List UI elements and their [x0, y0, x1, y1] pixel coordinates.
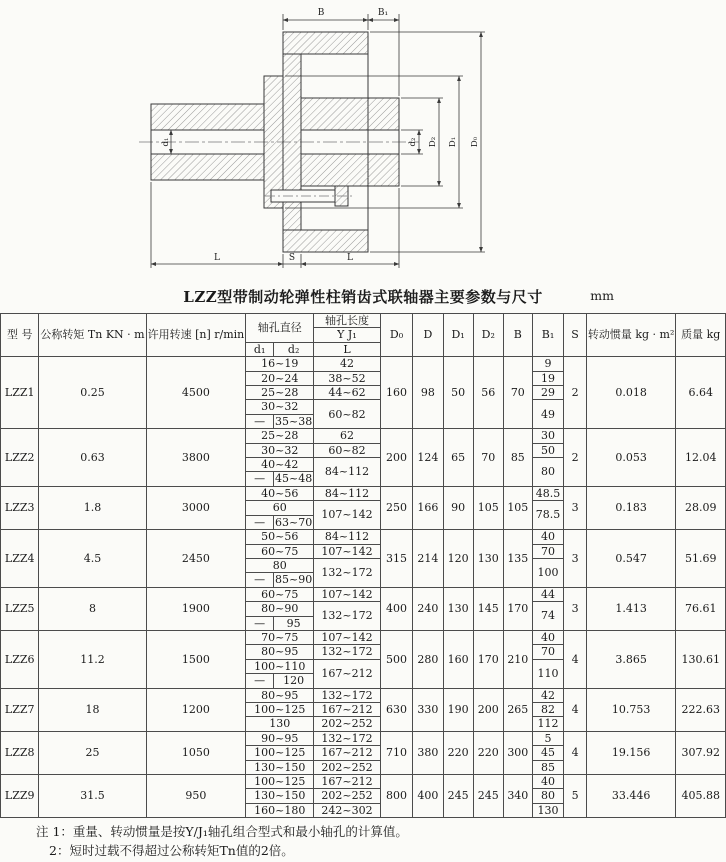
- length-cell: 60~82: [314, 443, 380, 457]
- length-cell: 132~172: [314, 688, 380, 702]
- length-cell: 132~172: [314, 602, 380, 631]
- dim-label-L-left: L: [214, 253, 220, 263]
- D2-cell: 220: [473, 731, 503, 774]
- dim-label-D1: D₁: [448, 136, 458, 148]
- inertia-cell: 3.865: [586, 630, 676, 688]
- B1-cell: 48.5: [532, 486, 564, 500]
- bore-range-cell: 100~125: [246, 775, 314, 789]
- S-cell: 2: [564, 357, 587, 429]
- S-cell: 4: [564, 731, 587, 774]
- dim-label-B1: B₁: [377, 8, 389, 18]
- D2-cell: 56: [473, 357, 503, 429]
- note-line-2: 2：短时过载不得超过公称转矩Tn值的2倍。: [49, 842, 294, 858]
- header-d1: d₁: [246, 342, 274, 356]
- mass-cell: 51.69: [676, 530, 726, 588]
- dim-label-S: S: [288, 253, 296, 263]
- length-cell: 42: [314, 357, 380, 371]
- bore-d1-cell: —: [246, 616, 274, 630]
- model-cell: LZZ1: [1, 357, 39, 429]
- length-cell: 202~252: [314, 760, 380, 774]
- bore-range-cell: 50~56: [246, 530, 314, 544]
- D0-cell: 710: [380, 731, 413, 774]
- model-cell: LZZ6: [1, 630, 39, 688]
- table-row: [1, 357, 726, 371]
- S-cell: 4: [564, 630, 587, 688]
- bore-range-cell: 160~180: [246, 803, 314, 817]
- D2-cell: 130: [473, 530, 503, 588]
- mass-cell: 76.61: [676, 587, 726, 630]
- bore-d2-cell: 35~38: [275, 414, 313, 428]
- B1-cell: 112: [532, 717, 564, 731]
- length-cell: 38~52: [314, 371, 380, 385]
- D0-cell: 200: [380, 429, 413, 487]
- D0-cell: 315: [380, 530, 413, 588]
- B1-cell: 100: [532, 558, 564, 587]
- left-flange: [264, 76, 283, 208]
- length-cell: 167~212: [314, 775, 380, 789]
- bore-range-cell: 40~42: [246, 458, 314, 472]
- dim-label-D0: D₀: [470, 136, 480, 148]
- torque-cell: 0.63: [39, 429, 146, 487]
- B1-cell: 74: [532, 602, 564, 631]
- model-cell: LZZ5: [1, 587, 39, 630]
- B1-cell: 42: [532, 688, 564, 702]
- bore-range-cell: 80~90: [246, 602, 314, 616]
- D0-cell: 500: [380, 630, 413, 688]
- speed-cell: 1900: [146, 587, 246, 630]
- D1-cell: 245: [443, 775, 473, 818]
- bore-range-cell: 60: [246, 501, 314, 515]
- bore-d2-cell: 95: [274, 616, 314, 630]
- length-cell: 202~252: [314, 717, 380, 731]
- speed-cell: 3000: [146, 486, 246, 529]
- length-cell: 132~172: [314, 645, 380, 659]
- notes: [36, 823, 726, 861]
- mass-cell: 405.88: [676, 775, 726, 818]
- D2-cell: 105: [473, 486, 503, 529]
- mass-cell: 307.92: [676, 731, 726, 774]
- D-cell: 214: [413, 530, 443, 588]
- inertia-cell: 0.547: [586, 530, 676, 588]
- torque-cell: 31.5: [39, 775, 146, 818]
- D-cell: 280: [413, 630, 443, 688]
- torque-cell: 4.5: [39, 530, 146, 588]
- model-cell: LZZ9: [1, 775, 39, 818]
- mass-cell: 130.61: [676, 630, 726, 688]
- D-cell: 380: [413, 731, 443, 774]
- mass-cell: 222.63: [676, 688, 726, 731]
- S-cell: 3: [564, 530, 587, 588]
- speed-cell: 950: [146, 775, 246, 818]
- bore-d1-cell: —: [246, 573, 274, 587]
- inertia-cell: 0.053: [586, 429, 676, 487]
- B-cell: 135: [503, 530, 532, 588]
- S-cell: 3: [564, 587, 587, 630]
- B1-cell: 50: [532, 443, 564, 457]
- length-cell: 60~82: [314, 400, 380, 429]
- length-cell: 84~112: [314, 458, 380, 487]
- D1-cell: 50: [443, 357, 473, 429]
- bore-range-cell: 100~110: [246, 659, 314, 673]
- B1-cell: 5: [532, 731, 564, 745]
- speed-cell: 3800: [146, 429, 246, 487]
- torque-cell: 1.8: [39, 486, 146, 529]
- length-cell: 242~302: [314, 803, 380, 817]
- length-cell: 167~212: [314, 746, 380, 760]
- B1-cell: 40: [532, 530, 564, 544]
- bore-range-cell: 60~75: [246, 587, 314, 601]
- D0-cell: 630: [380, 688, 413, 731]
- mass-cell: 6.64: [676, 357, 726, 429]
- dim-label-d1: d₁: [161, 137, 171, 147]
- D0-cell: 400: [380, 587, 413, 630]
- B1-cell: 29: [532, 386, 564, 400]
- B-cell: 340: [503, 775, 532, 818]
- bore-range-cell: 100~125: [246, 746, 314, 760]
- speed-cell: 1050: [146, 731, 246, 774]
- D2-cell: 170: [473, 630, 503, 688]
- table-row: [1, 731, 726, 745]
- torque-cell: 18: [39, 688, 146, 731]
- bore-d1-cell: —: [246, 472, 274, 486]
- D0-cell: 160: [380, 357, 413, 429]
- B1-cell: 45: [532, 746, 564, 760]
- model-cell: LZZ8: [1, 731, 39, 774]
- D1-cell: 130: [443, 587, 473, 630]
- dim-label-L-right: L: [347, 253, 353, 263]
- D0-cell: 800: [380, 775, 413, 818]
- B1-cell: 40: [532, 630, 564, 644]
- table-row: [1, 429, 726, 443]
- header-B1: B₁: [532, 314, 564, 357]
- header-d2: d₂: [274, 342, 314, 356]
- model-cell: LZZ4: [1, 530, 39, 588]
- header-torque: 公称转矩 Tn KN · m: [39, 314, 146, 357]
- length-cell: 107~142: [314, 501, 380, 530]
- note-line-1: 注 1：重量、转动惯量是按Y/J₁轴孔组合型式和最小轴孔的计算值。: [36, 824, 408, 840]
- model-cell: LZZ3: [1, 486, 39, 529]
- header-D1: D₁: [443, 314, 473, 357]
- speed-cell: 1200: [146, 688, 246, 731]
- D1-cell: 120: [443, 530, 473, 588]
- D1-cell: 220: [443, 731, 473, 774]
- length-cell: 107~142: [314, 544, 380, 558]
- bore-range-cell: 80: [246, 558, 314, 572]
- length-cell: 167~212: [314, 702, 380, 716]
- D2-cell: 145: [473, 587, 503, 630]
- D-cell: 98: [413, 357, 443, 429]
- length-cell: 167~212: [314, 659, 380, 688]
- bore-range-cell: 70~75: [246, 630, 314, 644]
- B-cell: 210: [503, 630, 532, 688]
- length-cell: 62: [314, 429, 380, 443]
- B1-cell: 70: [532, 645, 564, 659]
- B1-cell: 82: [532, 702, 564, 716]
- length-cell: 132~172: [314, 558, 380, 587]
- D1-cell: 190: [443, 688, 473, 731]
- B1-cell: 130: [532, 803, 564, 817]
- D2-cell: 200: [473, 688, 503, 731]
- table-row: [1, 587, 726, 601]
- bore-d2-cell: 45~48: [275, 472, 313, 486]
- D2-cell: 70: [473, 429, 503, 487]
- bore-range-cell: 80~95: [246, 688, 314, 702]
- length-cell: 84~112: [314, 530, 380, 544]
- header-model: 型 号: [1, 314, 39, 357]
- S-cell: 3: [564, 486, 587, 529]
- bore-range-cell: 25~28: [246, 429, 314, 443]
- D1-cell: 90: [443, 486, 473, 529]
- bore-range-cell: 80~95: [246, 645, 314, 659]
- length-cell: 44~62: [314, 386, 380, 400]
- header-D: D: [413, 314, 443, 357]
- length-cell: 202~252: [314, 789, 380, 803]
- table-row: [1, 630, 726, 644]
- bore-d2-cell: 63~70: [275, 515, 313, 529]
- B-cell: 85: [503, 429, 532, 487]
- bore-range-cell: 130: [246, 717, 314, 731]
- B1-cell: 78.5: [532, 501, 564, 530]
- page-title: LZZ型带制动轮弹性柱销齿式联轴器主要参数与尺寸: [183, 288, 543, 306]
- length-cell: 107~142: [314, 587, 380, 601]
- D0-cell: 250: [380, 486, 413, 529]
- spec-table: [0, 313, 726, 818]
- header-B: B: [503, 314, 532, 357]
- B-cell: 105: [503, 486, 532, 529]
- inertia-cell: 0.018: [586, 357, 676, 429]
- header-S: S: [564, 314, 587, 357]
- bore-range-cell: 60~75: [246, 544, 314, 558]
- S-cell: 5: [564, 775, 587, 818]
- mass-cell: 28.09: [676, 486, 726, 529]
- B1-cell: 110: [532, 659, 564, 688]
- bore-range-cell: 130~150: [246, 789, 314, 803]
- B-cell: 300: [503, 731, 532, 774]
- length-cell: 84~112: [314, 486, 380, 500]
- bore-range-cell: 30~32: [246, 443, 314, 457]
- bore-d2-cell: 85~90: [275, 573, 313, 587]
- torque-cell: 25: [39, 731, 146, 774]
- D2-cell: 245: [473, 775, 503, 818]
- B1-cell: 80: [532, 458, 564, 487]
- bore-d1-cell: —: [246, 414, 274, 428]
- B-cell: 265: [503, 688, 532, 731]
- dim-label-B: B: [317, 8, 325, 18]
- D-cell: 166: [413, 486, 443, 529]
- D1-cell: 65: [443, 429, 473, 487]
- header-D2: D₂: [473, 314, 503, 357]
- bore-range-cell: 25~28: [246, 386, 314, 400]
- bore-range-cell: 130~150: [246, 760, 314, 774]
- unit-label: mm: [590, 288, 614, 303]
- torque-cell: 8: [39, 587, 146, 630]
- header-L: L: [314, 342, 380, 356]
- table-row: [1, 688, 726, 702]
- bore-d2-cell: 120: [274, 674, 314, 688]
- speed-cell: 2450: [146, 530, 246, 588]
- length-cell: 132~172: [314, 731, 380, 745]
- length-cell: 107~142: [314, 630, 380, 644]
- torque-cell: 0.25: [39, 357, 146, 429]
- bore-d1-cell: —: [246, 515, 274, 529]
- B-cell: 70: [503, 357, 532, 429]
- D-cell: 124: [413, 429, 443, 487]
- S-cell: 2: [564, 429, 587, 487]
- bore-range-cell: 40~56: [246, 486, 314, 500]
- dim-label-D2: D₂: [428, 136, 438, 148]
- B1-cell: 49: [532, 400, 564, 429]
- B-cell: 170: [503, 587, 532, 630]
- B1-cell: 9: [532, 357, 564, 371]
- B1-cell: 30: [532, 429, 564, 443]
- inertia-cell: 0.183: [586, 486, 676, 529]
- bore-range-cell: 90~95: [246, 731, 314, 745]
- D-cell: 240: [413, 587, 443, 630]
- B1-cell: 70: [532, 544, 564, 558]
- table-body: [1, 357, 726, 818]
- B1-cell: 85: [532, 760, 564, 774]
- title-row: [0, 286, 726, 306]
- table-header: [1, 314, 726, 357]
- table-row: [1, 775, 726, 789]
- header-YJ1: Y J₁: [314, 328, 380, 342]
- bore-range-cell: 30~32: [246, 400, 314, 414]
- D-cell: 330: [413, 688, 443, 731]
- header-bore-diameter: 轴孔直径: [246, 314, 314, 343]
- inertia-cell: 19.156: [586, 731, 676, 774]
- header-D0: D₀: [380, 314, 413, 357]
- speed-cell: 1500: [146, 630, 246, 688]
- inertia-cell: 33.446: [586, 775, 676, 818]
- model-cell: LZZ7: [1, 688, 39, 731]
- inertia-cell: 10.753: [586, 688, 676, 731]
- dim-label-d2: d₂: [408, 137, 418, 147]
- header-inertia: 转动惯量 kg · m²: [586, 314, 676, 357]
- torque-cell: 11.2: [39, 630, 146, 688]
- header-mass: 质量 kg: [676, 314, 726, 357]
- header-speed: 许用转速 [n] r/min: [146, 314, 246, 357]
- B1-cell: 19: [532, 371, 564, 385]
- bore-range-cell: 100~125: [246, 702, 314, 716]
- B1-cell: 80: [532, 789, 564, 803]
- bore-range-cell: 16~19: [246, 357, 314, 371]
- table-row: [1, 486, 726, 500]
- coupling-drawing: [75, 4, 651, 280]
- model-cell: LZZ2: [1, 429, 39, 487]
- table-row: [1, 530, 726, 544]
- S-cell: 4: [564, 688, 587, 731]
- B1-cell: 44: [532, 587, 564, 601]
- D-cell: 400: [413, 775, 443, 818]
- header-bore-length: 轴孔长度: [314, 314, 380, 328]
- speed-cell: 4500: [146, 357, 246, 429]
- D1-cell: 160: [443, 630, 473, 688]
- bore-range-cell: 20~24: [246, 371, 314, 385]
- B1-cell: 40: [532, 775, 564, 789]
- coupling-cross-section: [131, 4, 531, 276]
- bore-d1-cell: —: [246, 674, 274, 688]
- mass-cell: 12.04: [676, 429, 726, 487]
- inertia-cell: 1.413: [586, 587, 676, 630]
